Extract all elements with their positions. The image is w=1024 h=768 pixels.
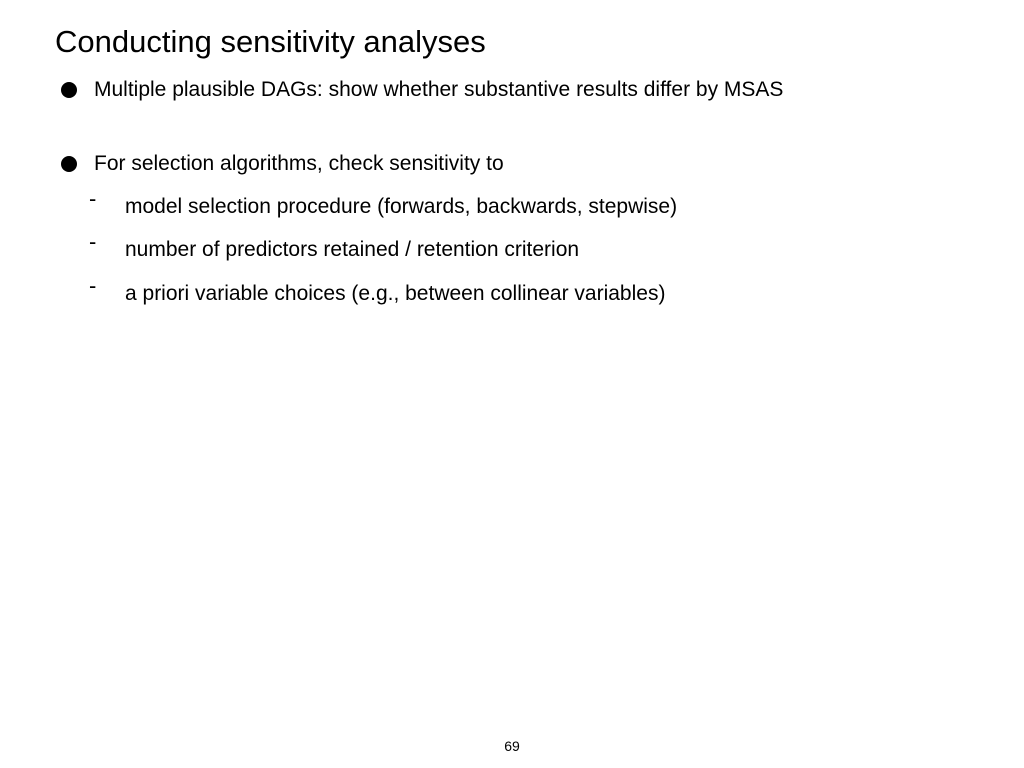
sub-bullet-text: a priori variable choices (e.g., between collinear variables)	[125, 282, 666, 305]
sub-bullet-text: model selection procedure (forwards, backwards, stepwise)	[125, 195, 678, 218]
sub-bullet-predictors-retained	[89, 229, 580, 265]
bullet-text: Multiple plausible DAGs: show whether substantive results differ by MSAS	[94, 78, 784, 101]
bullet-text: For selection algorithms, check sensitivity to	[94, 152, 504, 175]
bullet-dot-icon	[61, 82, 77, 98]
slide-title: Conducting sensitivity analyses	[55, 24, 486, 59]
sub-bullet-selection-procedure	[89, 186, 678, 222]
dash-icon: -	[89, 229, 97, 254]
dash-icon: -	[89, 186, 97, 211]
sub-bullet-a-priori-choices	[89, 273, 666, 309]
page-number: 69	[504, 738, 520, 754]
bullet-selection-algorithms	[94, 149, 834, 179]
bullet-dot-icon	[61, 156, 77, 172]
dash-icon: -	[89, 273, 97, 298]
bullet-multiple-dags	[94, 75, 834, 105]
sub-bullet-text: number of predictors retained / retention criterion	[125, 238, 580, 261]
